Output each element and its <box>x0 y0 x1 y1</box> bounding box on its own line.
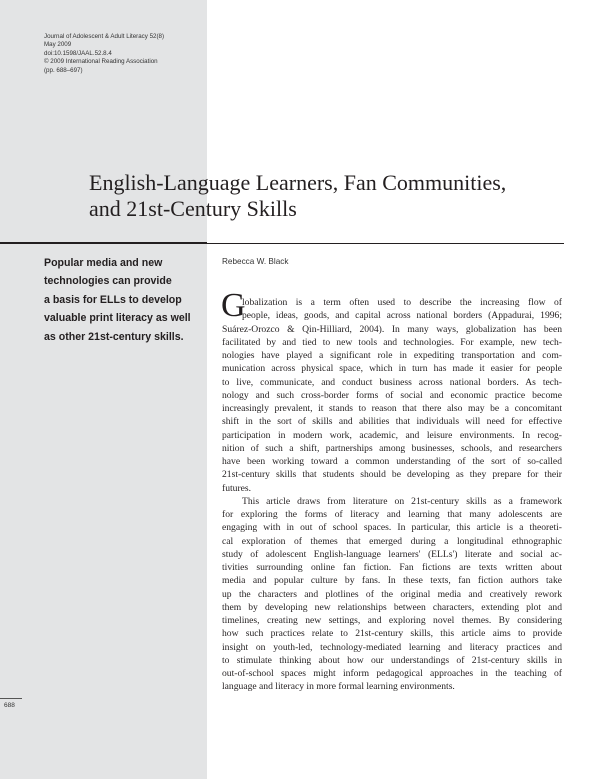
body-line: engaging with in out of school spaces. In particular, this article is a theoreti- <box>222 522 562 534</box>
title-line: English-Language Learners, Fan Communities, <box>89 170 507 195</box>
body-line: futures. <box>222 482 252 494</box>
body-line: tivities surrounding online fan fiction. Fan fictions are texts written about <box>222 562 562 573</box>
drop-cap: G <box>221 287 246 324</box>
body-line: shift in the sort of skills and abilities that individuals will need for effective <box>222 416 562 428</box>
pull-quote <box>44 254 204 346</box>
meta-line: May 2009 <box>44 41 72 49</box>
paragraph-2 <box>222 495 562 694</box>
article-title <box>89 170 569 222</box>
title-line: and 21st-Century Skills <box>89 196 297 221</box>
body-line: them by developing new relationships between characters, extending plot and <box>222 601 562 613</box>
body-line: munication across physical space, which in turn has made it easier for people <box>222 363 562 375</box>
journal-meta <box>44 33 164 75</box>
body-line: have been working toward a common understanding of the sort of so-called <box>222 456 562 467</box>
body-line: nology and such cross-border forms of social and economic practice become <box>222 389 562 401</box>
meta-line: (pp. 688–697) <box>44 66 83 74</box>
body-line: lobalization is a term often used to describe the increasing flow of <box>242 297 562 308</box>
title-divider <box>207 243 564 244</box>
sidebar-panel <box>0 0 207 779</box>
body-line: nologies have played a significant role in expediting transportation and com- <box>222 350 562 361</box>
body-line: cal exploration of themes that emerged during a longitudinal ethnographic <box>222 535 562 547</box>
body-line: to stimulate thinking about how our understandings of 21st-century skills in <box>222 654 562 666</box>
body-line: media and popular culture by fans. In these texts, fan fiction authors take <box>222 575 562 587</box>
pull-quote-line: a basis for ELLs to develop <box>44 293 182 306</box>
body-line: increasingly prevalent, it stands to reason that there also may be a concomitant <box>222 403 562 414</box>
paragraph-1 <box>222 296 562 495</box>
page-number-rule <box>0 698 22 699</box>
sidebar-divider <box>0 242 207 244</box>
body-line: insight on youth-led, technology-mediated learning and literacy practices and <box>222 641 562 653</box>
article-body <box>221 287 562 694</box>
body-line: participation in modern work, academic, and leisure environments. In recog- <box>222 429 562 441</box>
body-line: nition of such a shift, partnerships among businesses, schools, and researchers <box>222 442 562 454</box>
pull-quote-line: technologies can provide <box>44 275 172 288</box>
body-line: to live, communicate, and conduct business across national borders. As tech- <box>222 376 562 388</box>
body-line: Suárez-Orozco & Qin-Hilliard, 2004). In many ways, globalization has been <box>222 323 562 335</box>
body-line: how such practices relate to 21st-century skills, this article aims to provide <box>222 628 562 640</box>
body-line: language and literacy in more formal learning environments. <box>222 681 455 693</box>
pull-quote-line: Popular media and new <box>44 257 163 269</box>
body-line: This article draws from literature on 21st-century skills as a framework <box>242 495 562 507</box>
meta-line: Journal of Adolescent & Adult Literacy 52(8) <box>44 33 165 40</box>
meta-line: doi:10.1598/JAAL.52.8.4 <box>44 49 112 57</box>
body-line: facilitated by and tied to new tools and technologies. For example, new tech- <box>222 336 562 348</box>
body-line: timelines, creating new settings, and exploring novel themes. By considering <box>222 615 562 626</box>
page-number: 688 <box>4 702 15 709</box>
pull-quote-line: as other 21st-century skills. <box>44 330 184 343</box>
body-line: out-of-school spaces might inform pedagogical approaches in the teaching of <box>222 668 562 679</box>
body-line: 21st-century skills that students should be developing as they prepare for their <box>222 469 562 481</box>
body-line: people, ideas, goods, and capital across national borders (Appadurai, 1996; <box>242 310 562 322</box>
body-line: for exploring the forms of literacy and learning that many adolescents are <box>222 509 562 520</box>
author-name: Rebecca W. Black <box>222 257 289 266</box>
meta-line: © 2009 International Reading Association <box>44 58 158 66</box>
body-line: study of adolescent English-language learners' (ELLs') literate and social ac- <box>222 548 562 560</box>
body-line: up the characters and plotlines of the original media and creatively rework <box>222 588 562 600</box>
pull-quote-line: valuable print literacy as well <box>44 312 191 325</box>
